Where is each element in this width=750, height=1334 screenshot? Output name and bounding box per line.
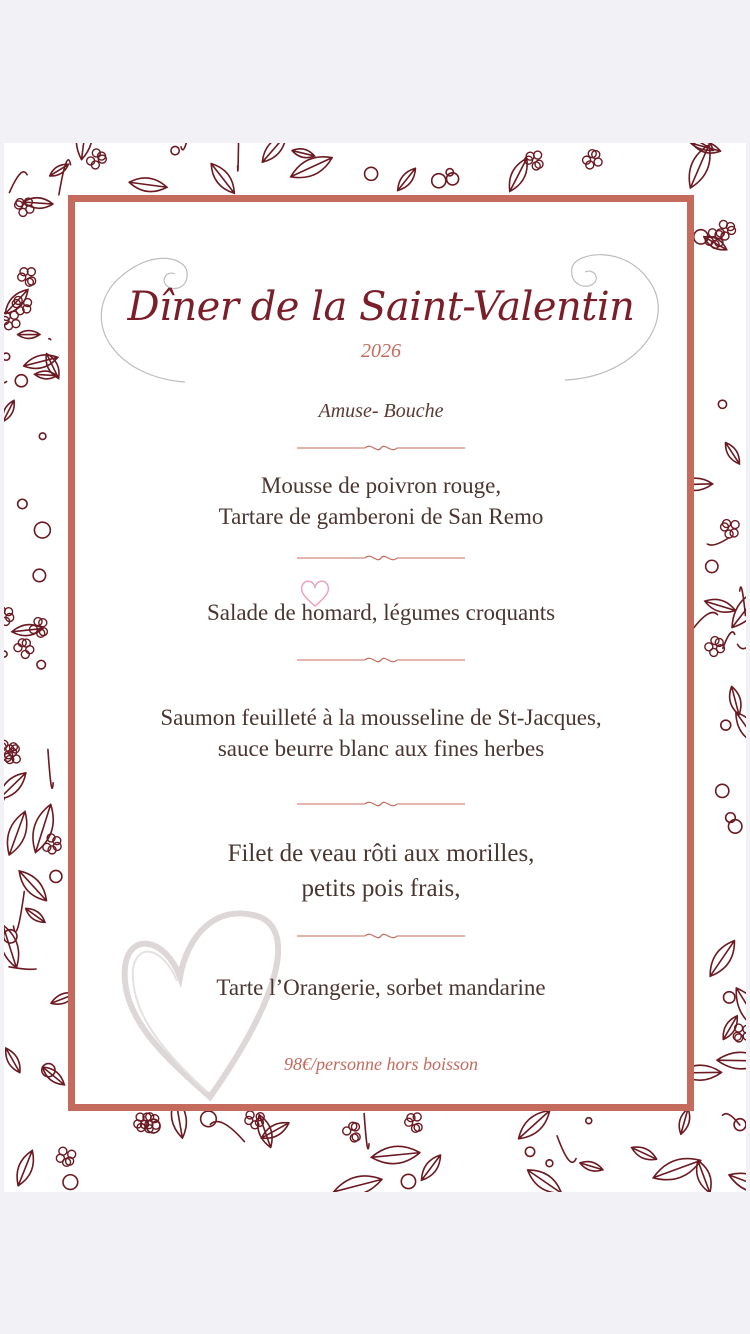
course-2-line-1: Salade de homard, légumes croquants [206, 600, 556, 625]
course-5 [75, 972, 687, 1003]
divider-ornament-icon [75, 798, 687, 810]
course-5-line-1: Tarte l’Orangerie, sorbet mandarine [216, 975, 546, 1000]
divider-ornament-icon [75, 552, 687, 564]
course-1-line-1: Mousse de poivron rouge, [260, 473, 502, 498]
price-line: 98€/personne hors boisson [283, 1054, 478, 1074]
course-4 [75, 836, 687, 906]
divider-ornament-icon [75, 442, 687, 454]
divider-ornament-icon [75, 654, 687, 666]
menu-year: 2026 [361, 340, 401, 362]
menu-panel [75, 202, 687, 1104]
course-1 [75, 470, 687, 532]
course-3-line-1: Saumon feuilleté à la mousseline de St-Jacques, [160, 705, 602, 730]
menu-title: Dîner de la Saint-Valentin [127, 284, 635, 330]
menu-card [4, 143, 746, 1192]
amuse-bouche-label: Amuse- Bouche [318, 400, 444, 422]
course-2 [75, 597, 687, 628]
course-4-line-2: petits pois frais, [301, 875, 461, 902]
course-3 [75, 702, 687, 764]
course-3-line-2: sauce beurre blanc aux fines herbes [217, 736, 545, 761]
course-4-line-1: Filet de veau rôti aux morilles, [227, 840, 535, 867]
course-1-line-2: Tartare de gamberoni de San Remo [218, 504, 544, 529]
heart-outline-icon [95, 907, 295, 1107]
